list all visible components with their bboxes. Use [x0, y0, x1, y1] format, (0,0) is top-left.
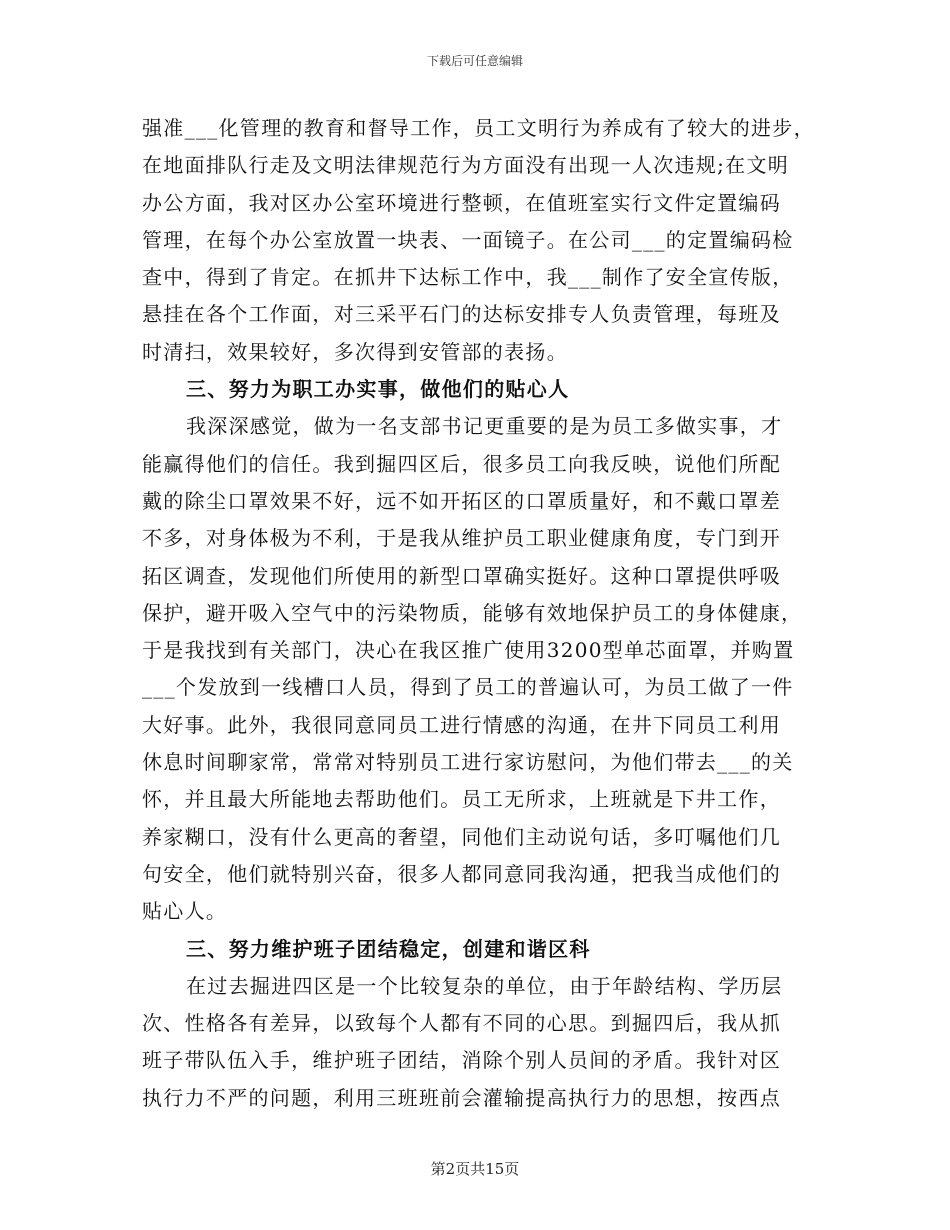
text-line: 在地面排队行走及文明法律规范行为方面没有出现一人次违规;在文明 — [142, 153, 790, 178]
section-heading: 三、努力为职工办实事，做他们的贴心人 — [186, 377, 570, 402]
text-line: 怀，并且最大所能地去帮助他们。员工无所求，上班就是下井工作， — [142, 787, 781, 812]
text-line: 大好事。此外，我很同意同员工进行情感的沟通，在井下同员工利用 — [142, 712, 781, 737]
text-line: 戴的除尘口罩效果不好，远不如开拓区的口罩质量好，和不戴口罩差 — [142, 488, 781, 513]
text-line: 休息时间聊家常，常常对特别员工进行家访慰问，为他们带去___的关 — [142, 750, 794, 775]
text-line: 管理，在每个办公室放置一块表、一面镜子。在公司___的定置编码检 — [142, 227, 794, 252]
text-line: 拓区调查，发现他们所使用的新型口罩确实挺好。这种口罩提供呼吸 — [142, 563, 781, 588]
text-line: 次、性格各有差异，以致每个人都有不同的心思。到掘四后，我从抓 — [142, 1011, 781, 1036]
text-line: 能赢得他们的信任。我到掘四区后，很多员工向我反映，说他们所配 — [142, 451, 781, 476]
text-line: ___个发放到一线槽口人员，得到了员工的普遍认可，为员工做了一件 — [142, 675, 794, 700]
section-heading: 三、努力维护班子团结稳定，创建和谐区科 — [186, 936, 591, 961]
text-line: 养家糊口，没有什么更高的奢望，同他们主动说句话，多叮嘱他们几 — [142, 824, 781, 849]
paragraph-first-line: 我深深感觉，做为一名支部书记更重要的是为员工多做实事，才 — [186, 414, 783, 439]
text-line: 于是我找到有关部门，决心在我区推广使用3200型单芯面罩，并购置 — [142, 638, 795, 663]
text-line: 贴心人。 — [142, 899, 228, 924]
text-line: 查中，得到了肯定。在抓井下达标工作中，我___制作了安全宣传版， — [142, 265, 794, 290]
document-body — [142, 110, 815, 1117]
text-line: 不多，对身体极为不利，于是我从维护员工职业健康角度，专门到开 — [142, 526, 781, 551]
text-line: 强准___化管理的教育和督导工作，员工文明行为养成有了较大的进步， — [142, 116, 815, 140]
page-header: 下载后可任意编辑 — [426, 54, 523, 68]
text-line: 句安全，他们就特别兴奋，很多人都同意同我沟通，把我当成他们的 — [142, 861, 781, 886]
text-line: 执行力不严的问题，利用三班班前会灌输提高执行力的思想，按西点 — [142, 1085, 781, 1110]
text-line: 班子带队伍入手，维护班子团结，消除个别人员间的矛盾。我针对区 — [142, 1048, 781, 1073]
text-line: 时清扫，效果较好，多次得到安管部的表扬。 — [142, 339, 568, 364]
page-footer: 第2页共15页 — [430, 1160, 520, 1178]
text-line: 悬挂在各个工作面，对三采平石门的达标安排专人负责管理，每班及 — [142, 302, 781, 327]
text-line: 保护，避开吸入空气中的污染物质，能够有效地保护员工的身体健康， — [142, 600, 803, 625]
text-line: 办公方面，我对区办公室环境进行整顿，在值班室实行文件定置编码 — [142, 190, 781, 215]
paragraph-first-line: 在过去掘进四区是一个比较复杂的单位，由于年龄结构、学历层 — [186, 973, 783, 998]
